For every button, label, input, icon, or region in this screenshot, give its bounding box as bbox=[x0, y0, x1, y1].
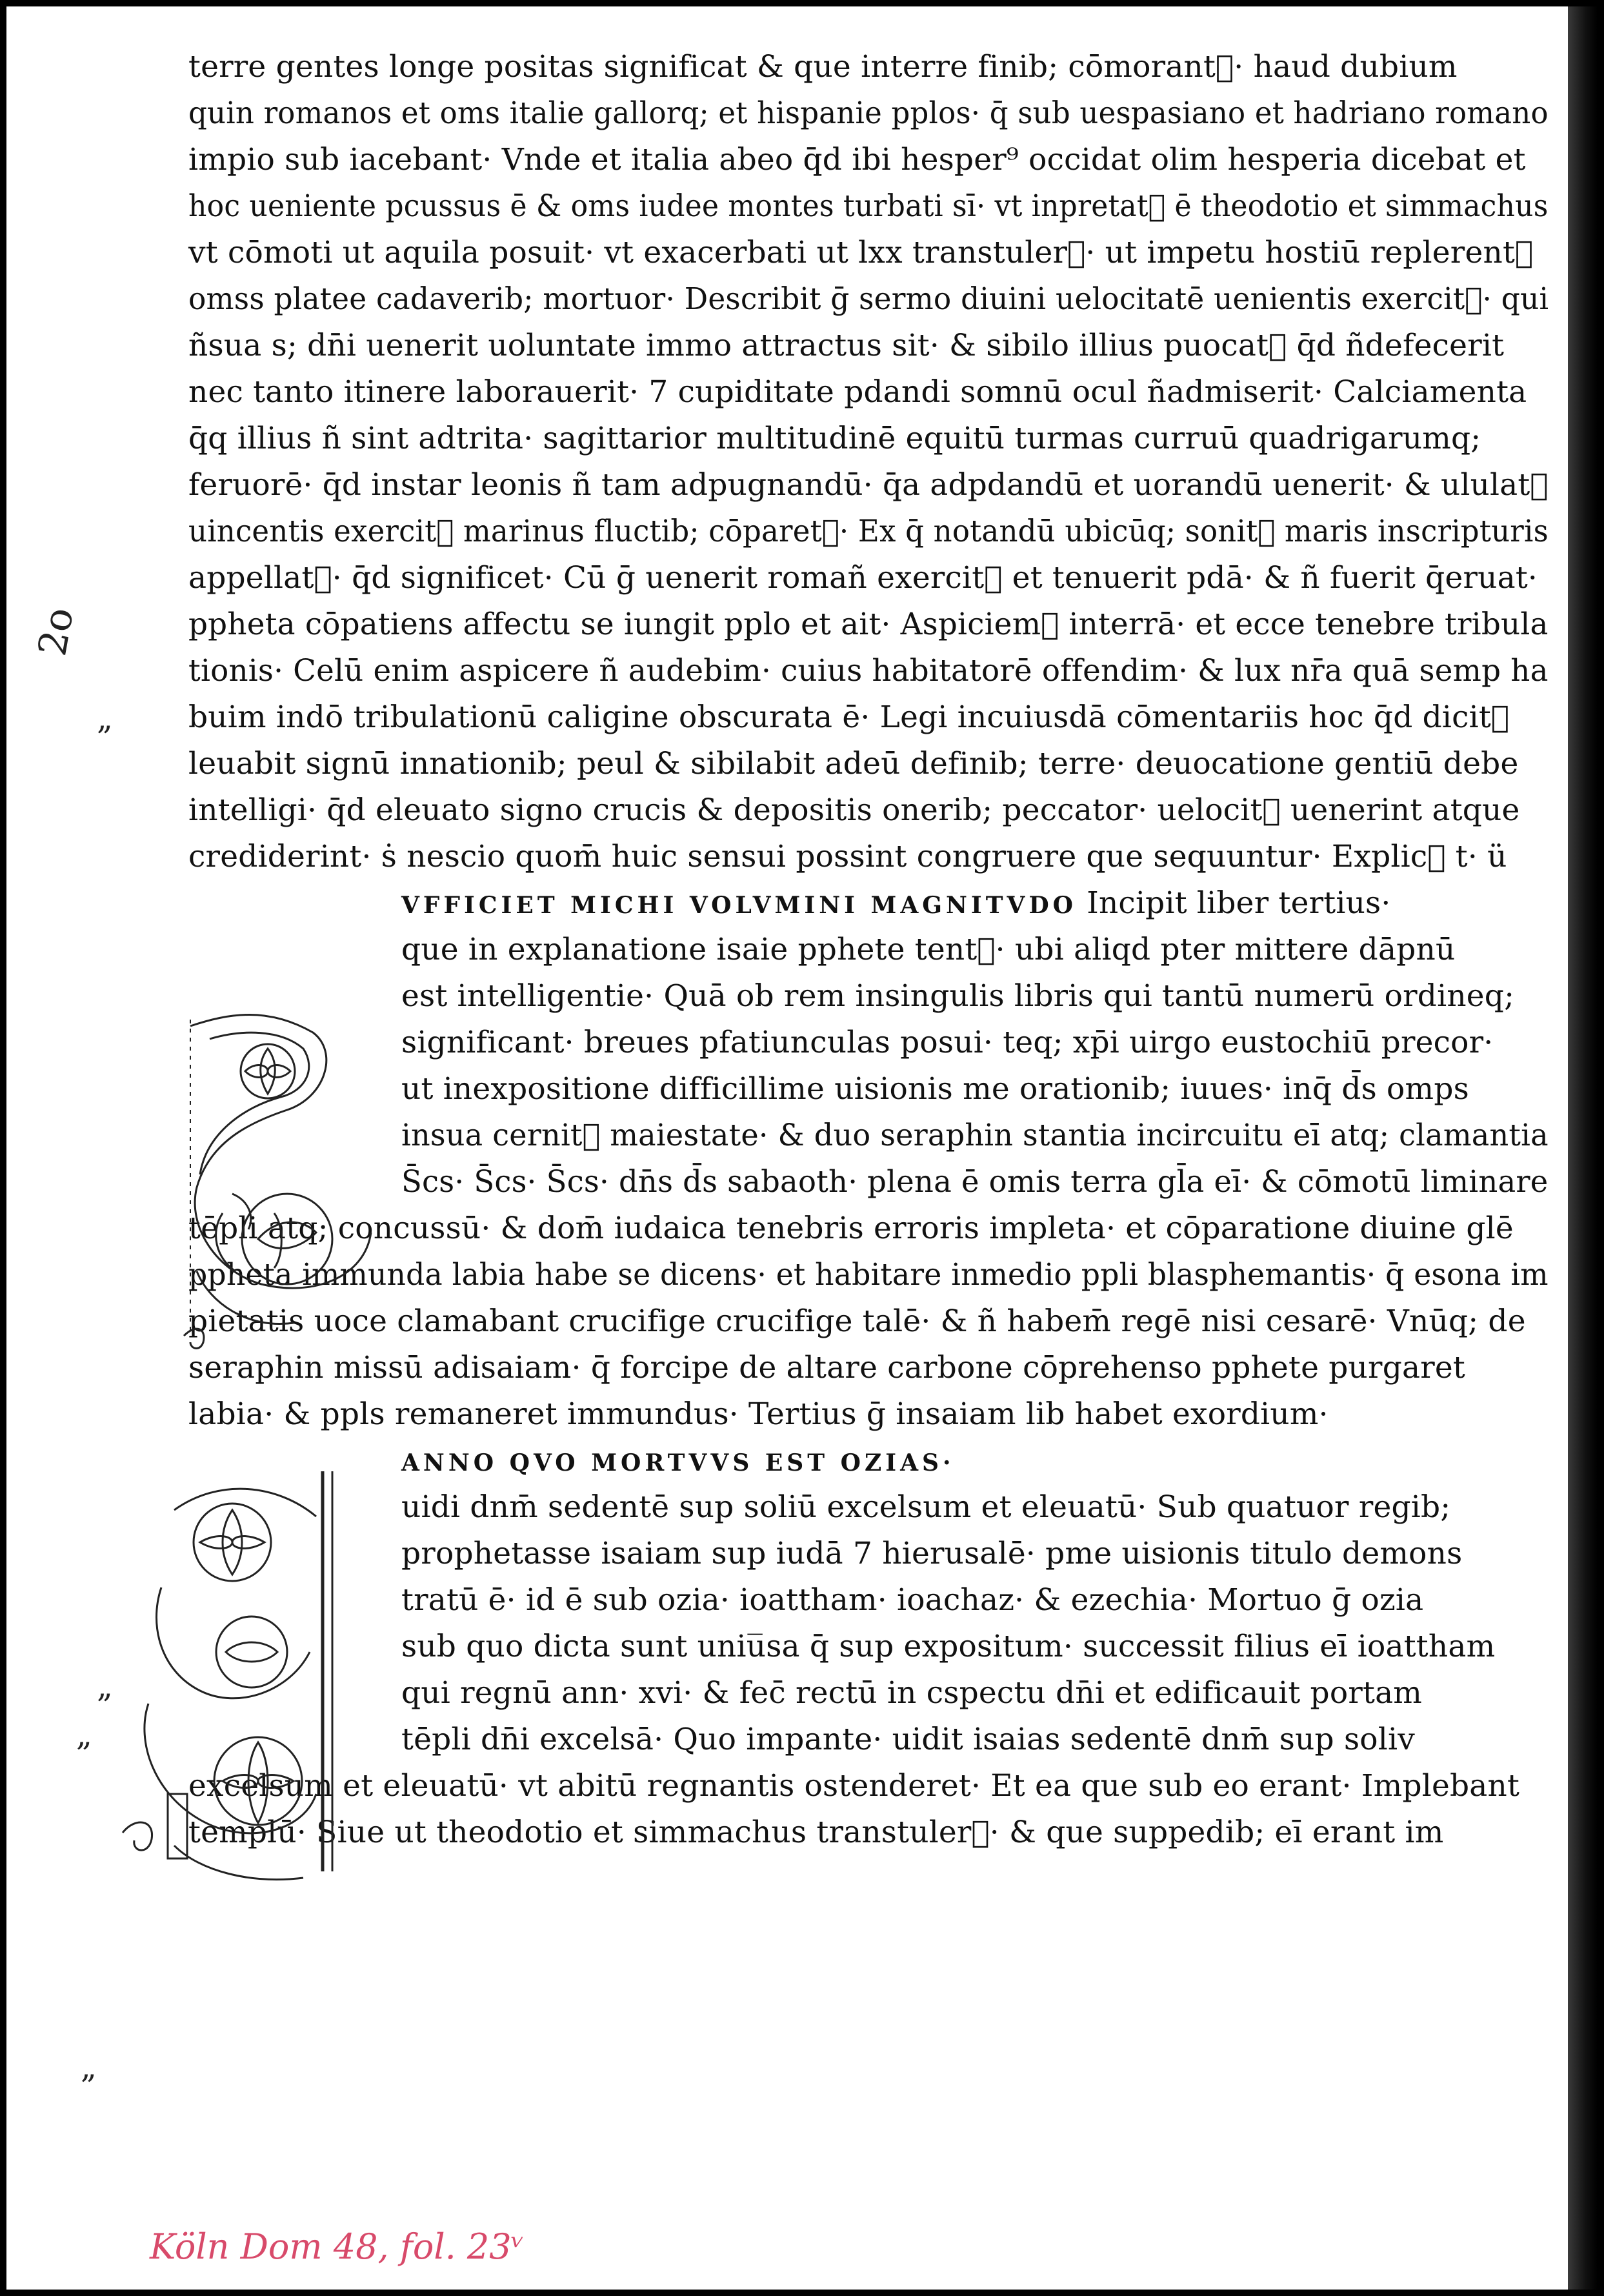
text-line: templū· Siue ut theodotio et simmachus transtulerᷓ· & que suppedib; eī erant im bbox=[188, 1815, 1444, 1850]
text-line: appellatᷓ· q̄d significet· Cū ḡ uenerit romañ exercitᷓ et tenuerit pdā· & ñ fuerit q̄eruat· bbox=[188, 560, 1538, 596]
incipit-heading: Incipit liber tertius· bbox=[1087, 885, 1391, 921]
text-line: excelsum et eleuatū· vt abitū regnantis ostenderet· Et ea que sub eo erant· Implebant bbox=[188, 1768, 1520, 1804]
text-line: qui regnū ann· xvi· & fec̄ rectū in cspectu dn̄i et edificauit portam bbox=[401, 1675, 1423, 1711]
text-line: S̄cs· S̄cs· S̄cs· dn̄s d̄s sabaoth· plena ē omis terra gl̄a eī· & cōmotū liminare bbox=[401, 1164, 1549, 1200]
text-line: uincentis exercitᷓ marinus fluctib; cōparetᷓ· Ex q̄ notandū ubicūq; sonitᷓ maris inscripturis bbox=[188, 514, 1549, 549]
text-line: terre gentes longe positas significat & que interre finib; cōmorantᷓ· haud dubium bbox=[188, 49, 1458, 85]
text-line: omss platee cadaverib; mortuor· Describit ḡ sermo diuini uelocitatē uenientis exercitᷓ· qui bbox=[188, 281, 1549, 317]
heading-line bbox=[401, 884, 1391, 925]
text-line: crediderint· ṡ nescio quom̄ huic sensui possint congruere que sequuntur· Explicᷓ t· ü bbox=[188, 839, 1507, 874]
text-line: tēpli atq; concussū· & dom̄ iudaica tenebris erroris impleta· et cōparatione diuine glē bbox=[188, 1211, 1514, 1246]
margin-quote-mark: „ bbox=[97, 1669, 113, 1705]
margin-numeral: 2o bbox=[30, 604, 83, 660]
text-line: feruorē· q̄d instar leonis ñ tam adpugnandū· q̄a adpdandū et uorandū uenerit· & ululatᷓ bbox=[188, 467, 1549, 503]
margin-quote-mark: „ bbox=[81, 2049, 97, 2086]
text-line: buim indō tribulationū caligine obscurata ē· Legi incuiusdā cōmentariis hoc q̄d dicitᷓ bbox=[188, 700, 1510, 735]
margin-quote-mark: „ bbox=[76, 1717, 92, 1753]
archive-shelfmark-note: Köln Dom 48, fol. 23ᵛ bbox=[150, 2226, 525, 2267]
text-line: tēpli dn̄i excelsā· Quo impante· uidit isaias sedentē dnm̄ sup soliv bbox=[401, 1722, 1416, 1757]
text-line: ppheta cōpatiens affectu se iungit pplo et ait· Aspiciemᷓ interrā· et ecce tenebre tribula bbox=[188, 607, 1549, 642]
text-line: pietatis uoce clamabant crucifige crucifige talē· & ñ habem̄ regē nisi cesarē· Vnūq; de bbox=[188, 1304, 1526, 1339]
text-line: labia· & ppls remaneret immundus· Tertius ḡ insaiam lib habet exordium· bbox=[188, 1396, 1328, 1432]
text-line: intelligi· q̄d eleuato signo crucis & depositis onerib; peccator· uelocitᷓ uenerint atque bbox=[188, 792, 1520, 828]
heading-line bbox=[401, 1442, 955, 1482]
text-line: leuabit signū innationib; peul & sibilabit adeū definib; terre· deuocatione gentiū debe bbox=[188, 746, 1519, 781]
text-line: tionis· Celū enim aspicere ñ audebim· cuius habitatorē offendim· & lux nr̄a quā semp ha bbox=[188, 653, 1549, 689]
margin-quote-mark: „ bbox=[97, 701, 113, 737]
text-line: nec tanto itinere laborauerit· 7 cupiditate pdandi somnū ocul ñadmiserit· Calciamenta bbox=[188, 374, 1527, 410]
text-line: impio sub iacebant· Vnde et italia abeo q̄d ibi hesper⁹ occidat olim hesperia dicebat et bbox=[188, 142, 1526, 177]
text-line: hoc ueniente pcussus ē & oms iudee montes turbati sī· vt inpretatᷓ ē theodotio et simmachus bbox=[188, 188, 1549, 224]
text-line: ppheta immunda labia habe se dicens· et habitare inmedio ppli blasphemantis· q̄ esona im bbox=[188, 1257, 1549, 1293]
explicit-heading: VFFICIET MICHI VOLVMINI MAGNITVDO bbox=[401, 892, 1078, 919]
text-line: prophetasse isaiam sup iudā 7 hierusalē· pme uisionis titulo demons bbox=[401, 1536, 1463, 1571]
anno-heading: ANNO QVO MORTVVS EST OZIAS· bbox=[401, 1449, 955, 1476]
text-line: q̄q illius ñ sint adtrita· sagittarior multitudinē equitū turmas curruū quadrigarumq; bbox=[188, 421, 1481, 456]
text-line: significant· breues pfatiunculas posui· teq; xp̄i uirgo eustochiū precor· bbox=[401, 1025, 1494, 1060]
text-line: insua cernitᷓ maiestate· & duo seraphin stantia incircuitu eī atq; clamantia bbox=[401, 1118, 1549, 1153]
scan-dark-edge bbox=[1568, 6, 1598, 2290]
text-line: ñsua s; dn̄i uenerit uoluntate immo attractus sit· & sibilo illius puocatᷓ q̄d ñdefecerit bbox=[188, 328, 1505, 363]
text-line: uidi dnm̄ sedentē sup soliū excelsum et eleuatū· Sub quatuor regib; bbox=[401, 1489, 1451, 1525]
text-line: vt cōmoti ut aquila posuit· vt exacerbati ut lxx transtulerᷓ· ut impetu hostiū replerentᷓ bbox=[188, 235, 1534, 270]
text-line: ut inexpositione difficillime uisionis me orationib; iuues· inq̄ d̄s omps bbox=[401, 1071, 1469, 1107]
text-line: est intelligentie· Quā ob rem insingulis libris qui tantū numerū ordineq; bbox=[401, 978, 1515, 1014]
text-line: quin romanos et oms italie gallorq; et hispanie pplos· q̄ sub uespasiano et hadriano romano bbox=[188, 96, 1549, 131]
text-line: sub quo dicta sunt uniu̅sa q̄ sup expositum· successit filius eī ioattham bbox=[401, 1629, 1496, 1664]
text-line: tratū ē· id ē sub ozia· ioattham· ioachaz· & ezechia· Mortuo ḡ ozia bbox=[401, 1582, 1424, 1618]
text-line: que in explanatione isaie pphete tentᷓ· ubi aliqd pter mittere dāpnū bbox=[401, 932, 1456, 967]
text-line: seraphin missū adisaiam· q̄ forcipe de altare carbone cōprehenso pphete purgaret bbox=[188, 1350, 1465, 1385]
decorated-initial-a bbox=[110, 1458, 394, 1897]
decorated-initial-v bbox=[171, 1000, 390, 1362]
